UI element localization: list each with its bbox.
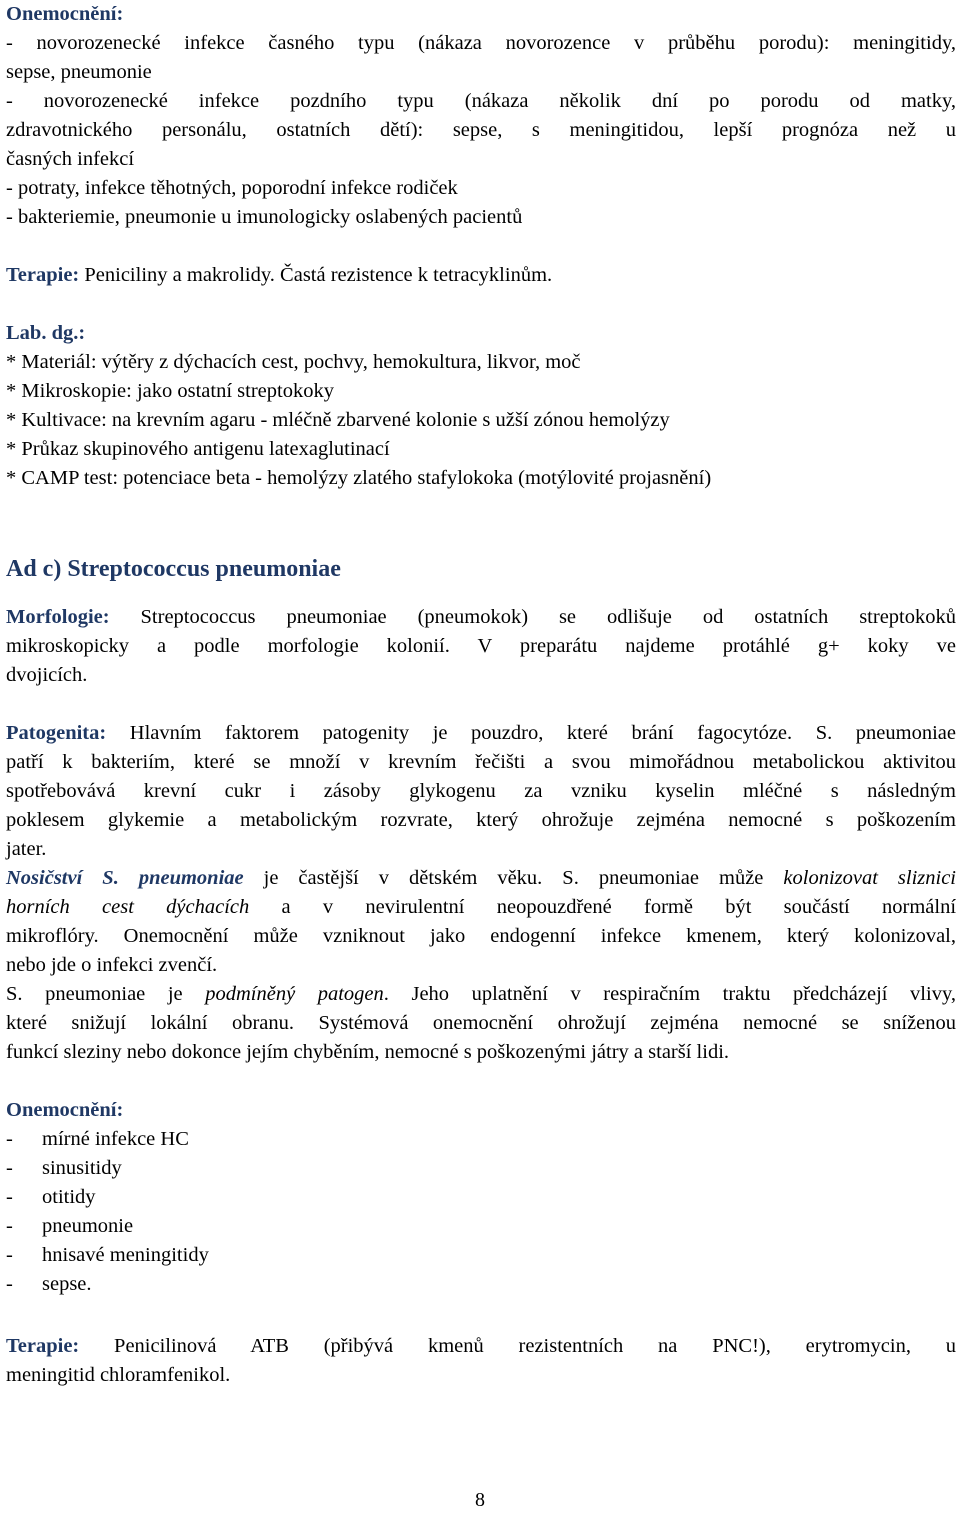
onemocneni-line: - potraty, infekce těhotných, poporodní infekce rodiček [6,177,458,199]
document-page [6,0,956,1390]
terapie-text: Peniciliny a makrolidy. Častá rezistence k tetracyklinům. [79,264,553,286]
onemocneni-line: - novorozenecké infekce časného typu (nákaza novorozence v průběhu porodu): meningitidy, [6,32,956,54]
nosicstvi-line: mikroflóry. Onemocnění může vzniknout jako endogenní infekce kmenem, který kolonizoval, [6,925,956,947]
lab-dg-item: * CAMP test: potenciace beta - hemolýzy zlatého stafylokoka (motýlovité projasnění) [6,467,712,489]
patogenita-line: poklesem glykemie a metabolickým rozvrate, který ohrožuje zejména nemocné s poškozením [6,809,956,831]
onemocneni-line: časných infekcí [6,148,135,170]
lab-dg-item: * Materiál: výtěry z dýchacích cest, pochvy, hemokultura, likvor, moč [6,351,581,373]
terapie2-label: Terapie: [6,1335,80,1357]
nosicstvi-line: S. pneumoniae je podmíněný patogen. Jeho uplatnění v respiračním traktu předcházejí vlivy, [6,983,956,1005]
patogenita-line: patří k bakteriím, které se množí v krevním řečišti a svou mimořádnou metabolickou aktivitou [6,751,956,773]
nosicstvi-line: které snižují lokální obranu. Systémová onemocnění ohrožují zejména nemocné se sníženou [6,1012,956,1034]
lab-dg-item: * Mikroskopie: jako ostatní streptokoky [6,380,334,402]
morfologie-line: dvojicích. [6,664,88,686]
lab-dg-item: * Průkaz skupinového antigenu latexaglutinací [6,438,390,460]
list-item: - mírné infekce HC [6,1128,189,1150]
patogenita-label: Patogenita: [6,722,107,744]
patogenita-line: spotřebovává krevní cukr i zásoby glykogenu za vzniku kyselin mléčné s následným [6,780,956,802]
lab-dg-heading: Lab. dg.: [6,322,86,344]
list-item: - pneumonie [6,1215,134,1237]
patogenita-line: jater. [6,838,47,860]
list-item: - sepse. [6,1273,92,1295]
terapie-paragraph [6,261,956,290]
terapie-label: Terapie: [6,264,80,286]
nosicstvi-line: Nosičství S. pneumoniae je častější v dětském věku. S. pneumoniae může kolonizovat sliznici [6,867,957,889]
terapie2-line: meningitid chloramfenikol. [6,1364,231,1386]
morfologie-line: Morfologie: Streptococcus pneumoniae (pneumokok) se odlišuje od ostatních streptokoků [6,606,956,628]
section-title: Ad c) Streptococcus pneumoniae [6,556,341,582]
nosicstvi-line: horních cest dýchacích a v nevirulentní neopouzdřené formě být součástí normální [6,896,957,918]
onemocneni-line: zdravotnického personálu, ostatních dětí): sepse, s meningitidou, lepší prognóza než u [6,119,956,141]
onemocneni-line: - bakteriemie, pneumonie u imunologicky oslabených pacientů [6,206,523,228]
nosicstvi-line: funkcí sleziny nebo dokonce jejím chyběním, nemocné s poškozenými játry a starší lidi. [6,1041,730,1063]
onemocneni-heading: Onemocnění: [6,1099,124,1121]
terapie2-line: Terapie: Penicilinová ATB (přibývá kmenů rezistentních na PNC!), erytromycin, u [6,1335,956,1357]
list-item: - sinusitidy [6,1157,122,1179]
list-item: - otitidy [6,1186,96,1208]
morfologie-line: mikroskopicky a podle morfologie kolonií. V preparátu najdeme protáhlé g+ koky ve [6,635,956,657]
onemocneni-line: - novorozenecké infekce pozdního typu (nákaza několik dní po porodu od matky, [6,90,956,112]
lab-dg-item: * Kultivace: na krevním agaru - mléčně zbarvené kolonie s užší zónou hemolýzy [6,409,670,431]
nosicstvi-label: Nosičství S. pneumoniae [6,867,244,889]
onemocneni-heading: Onemocnění: [6,3,124,25]
patogenita-line: Patogenita: Hlavním faktorem patogenity je pouzdro, které brání fagocytóze. S. pneumoniae [6,722,956,744]
morfologie-label: Morfologie: [6,606,110,628]
nosicstvi-line: nebo jde o infekci zvenčí. [6,954,218,976]
list-item: - hnisavé meningitidy [6,1244,209,1266]
onemocneni-line: sepse, pneumonie [6,61,152,83]
page-number: 8 [475,1489,485,1511]
